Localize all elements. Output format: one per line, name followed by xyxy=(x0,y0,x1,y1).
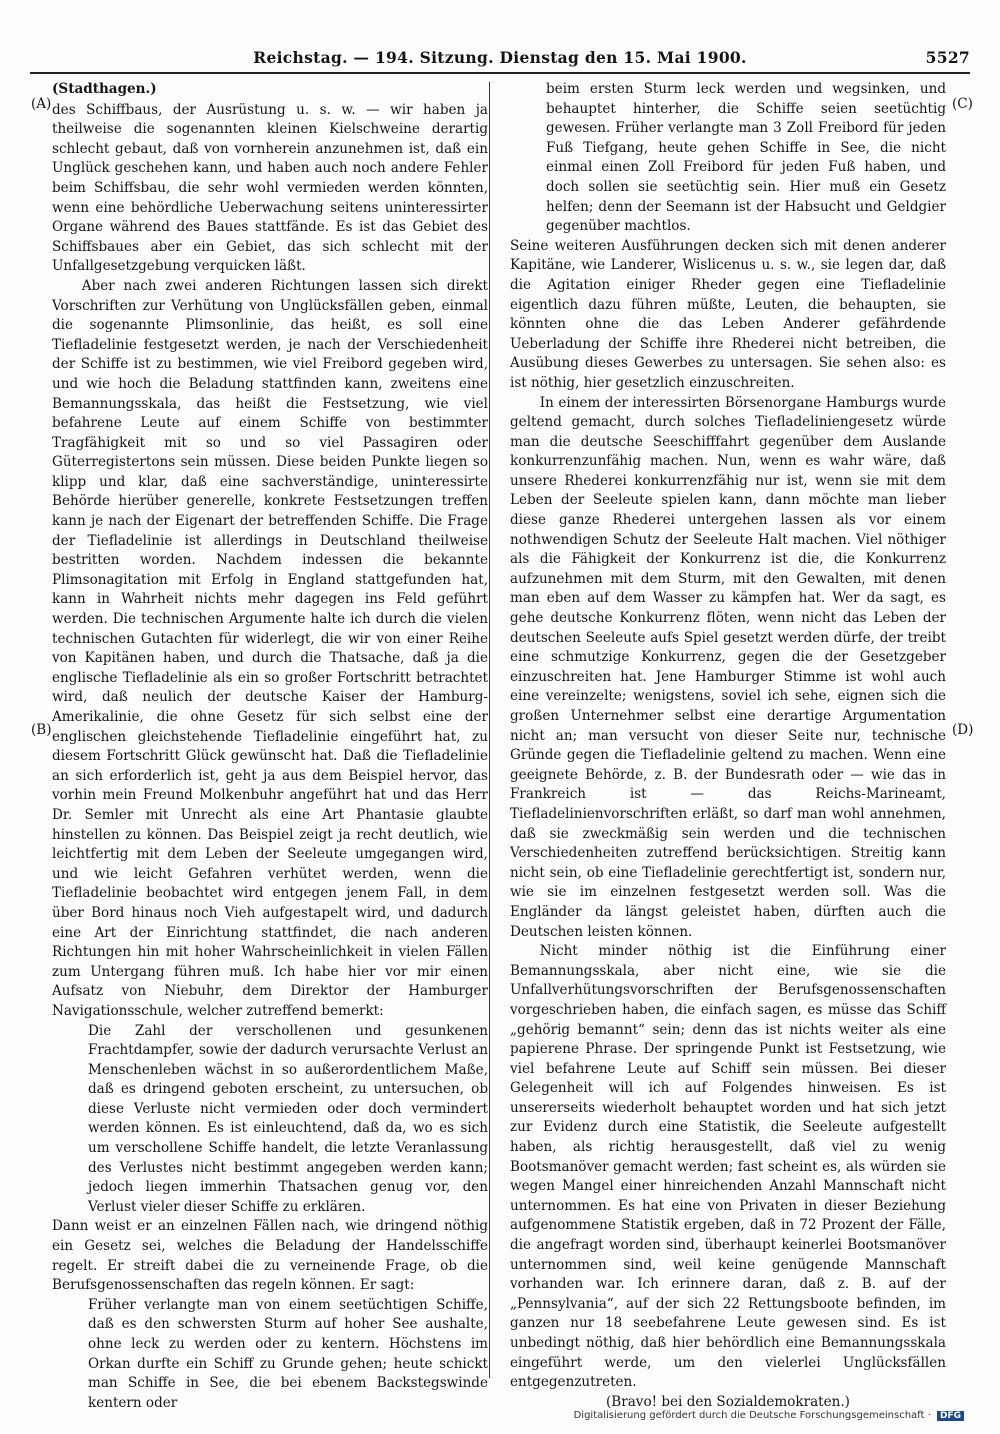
paragraph: Dann weist er an einzelnen Fällen nach, wie dringend nöthig ein Gesetz sei, welches die Beladung der Handelsschiffe regelt. Er streift dabei die zu verneinende Frage, ob die Berufsgenossenschaften das regeln können. Er sagt: xyxy=(52,1218,488,1294)
applause-note: (Bravo! bei den Sozialdemokraten.) xyxy=(606,1393,850,1410)
page-number: 5527 xyxy=(925,48,970,67)
dfg-logo: DFG xyxy=(937,1411,964,1421)
paragraph: In einem der interessirten Börsenorgane Hamburgs wurde geltend gemacht, durch solches Tiefladeliniengesetz würde man die deutsche Seeschifffahrt gegenüber dem Auslande konkurrenzunfähig machen. Nun, wenn es wahr wäre, daß unsere Rhederei konkurrenzfähig nur ist, wenn sie mit dem Leben der Seeleute spielen kann, dann möchte man lieber diese ganze Rhederei untergehen lassen als vor einem nothwendigen Schutz der Seeleute Halt machen. Viel nöthiger als die Fähigkeit der Konkurrenz ist die, die Konkurrenz aufzunehmen mit dem Sturm, mit den Gewalten, mit denen man eben auf dem Wasser zu kämpfen hat. Wer da sagt, es gehe deutsche Konkurrenz flöten, wenn nicht das Leben der deutschen Seeleute aufs Spiel gesetzt werden dürfe, der treibt eine schmutzige Konkurrenz, gegen die der Gesetzgeber einzuschreiten hat. Jene Hamburger Stimme ist wohl auch eine vereinzelte; wenigstens, soviel ich sehe, eignen sich die großen Unternehmer selbst eine derartige Argumentation nicht an; man versucht von dieser Seite nur, technische Gründe gegen die Tiefladelinie geltend zu machen. Wenn eine geeignete Behörde, z. B. der Bundesrath oder — wie das in Frankreich ist — das Reichs-Marineamt, Tiefladelinienvorschriften erläßt, so darf man wohl annehmen, daß sie zweckmäßig sein werden und die technischen Verschiedenheiten zutreffend berücksichtigen. Streitig kann nicht sein, ob eine Tiefladelinie gerechtfertigt ist, sondern nur, wie sie im einzelnen festgesetzt werden soll. Was die Engländer da längst geleistet haben, dürften auch die Deutschen leisten können. xyxy=(510,394,946,940)
block-quote: Die Zahl der verschollenen und gesunkenen Frachtdampfer, sowie der dadurch verursachte Verlust an Menschenleben wächst in so außerordentlichem Maße, daß es dringend geboten erscheint, zu untersuchen, ob diese Verluste nicht vermieden oder doch vermindert werden können. Es ist einleuchtend, daß da, wo es sich um verschollene Schiffe handelt, die letzte Veranlassung des Verlustes nicht bestimmt angegeben werden kann; jedoch liegen immerhin Thatsachen genug vor, den Verlust vieler dieser Schiffe zu erklären. xyxy=(88,1022,488,1215)
paragraph: Nicht minder nöthig ist die Einführung einer Bemannungsskala, aber nicht eine, wie sie die Unfallverhütungsvorschriften der Berufsgenossenschaften vorgeschrieben haben, die einfach sagen, es müsse das Schiff „gehörig bemannt“ sein; denn das ist nichts weiter als eine papierene Phrase. Der springende Punkt ist Festsetzung, wie viel befahrene Leute auf Schiff sein müssen. Bei dieser Gelegenheit will ich auf Folgendes hinweisen. Es ist unsererseits wiederholt behauptet worden und hat sich jetzt zur Evidenz durch eine Statistik, die Seeleute aufgestellt haben, als richtig herausgestellt, daß viel zu wenig Bootsmanöver gemacht werden; fast scheint es, als würden sie wegen Mangel einer hinreichenden Anzahl Mannschaft nicht unternommen. Es hat eine von Privaten in dieser Beziehung aufgenommene Statistik ergeben, daß in 72 Prozent der Fälle, die angefragt worden sind, überhaupt keinerlei Bootsmanöver unternommen sind, weil keine genügende Mannschaft vorhanden war. Ich erinnere daran, daß z. B. auf der „Pennsylvania“, auf der sich 22 Rettungsboote befinden, im ganzen nur 18 seebefahrene Leute gewesen sind. Es ist unbedingt nöthig, daß hier behördlich eine Bemannungsskala eingeführt werde, um den vielerlei Unglücksfällen entgegenzutreten. xyxy=(510,943,946,1391)
margin-marker-a: (A) xyxy=(31,96,52,112)
margin-marker-d: (D) xyxy=(952,722,974,738)
column-divider xyxy=(489,82,490,1378)
left-column xyxy=(52,80,488,1411)
margin-marker-b: (B) xyxy=(31,722,52,738)
paragraph: des Schiffbaus, der Ausrüstung u. s. w. — wir haben ja theilweise die sogenannten kleinen Kielschweine derartig schlecht gebaut, daß von vornherein anzunehmen ist, daß ein Unglück geschehen kann, und haben auch noch andere Fehler beim Schiffsbau, die sehr wohl vermieden werden könnten, wenn eine behördliche Ueberwachung seitens uninteressirter Organe während des Baues stattfände. Es ist das Gebiet des Schiffsbaues aber ein Gebiet, das sich schlecht mit der Unfallgesetzgebung verquicken läßt. xyxy=(52,101,488,275)
speaker-name: (Stadthagen.) xyxy=(52,81,157,97)
digitization-credit xyxy=(574,1410,964,1421)
header-rule xyxy=(30,72,970,74)
right-column xyxy=(510,80,946,1410)
paragraph: Seine weiteren Ausführungen decken sich mit denen anderer Kapitäne, wie Landerer, Wislicenus u. s. w., sie legen dar, daß die Agitation einiger Rheder gegen eine Tiefladelinie eigentlich dazu führen müßte, Leuten, die behaupten, sie könnten ohne die das Leben Anderer gefährdende Ueberladung der Schiffe ihre Rhederei nicht betreiben, die Ausübung dieses Gewerbes zu untersagen. Sie sehen also: es ist nöthig, hier gesetzlich einzuschreiten. xyxy=(510,237,946,391)
margin-marker-c: (C) xyxy=(952,96,973,112)
block-quote-continued: beim ersten Sturm leck werden und wegsinken, und behauptet hinterher, die Schiffe seien seetüchtig gewesen. Früher verlangte man 3 Zoll Freibord für jeden Fuß Tiefgang, heute gehen Schiffe in See, die nicht einmal einen Zoll Freibord für jeden Fuß haben, und doch sollen sie seetüchtig sein. Hier muß ein Gesetz helfen; denn der Seemann ist der Habsucht und Geldgier gegenüber machtlos. xyxy=(546,81,946,235)
running-title: Reichstag. — 194. Sitzung. Dienstag den 15. Mai 1900. xyxy=(253,48,747,67)
running-header xyxy=(30,44,970,74)
paragraph: Aber nach zwei anderen Richtungen lassen sich direkt Vorschriften zur Verhütung von Unglücksfällen geben, einmal die sogenannte Plimsonlinie, das heißt, es soll eine Tiefladelinie festgesetzt werden, je nach der Verschiedenheit der Schiffe ist zu bestimmen, wie viel Freibord gegeben wird, und wie hoch die Beladung stattfinden kann, zweitens eine Bemannungsskala, das heißt die Festsetzung, wie viel befahrene Leute auf einem Schiffe von bestimmter Tragfähigkeit mit so und so viel Passagiren oder Güterregistertons sein müssen. Diese beiden Punkte liegen so klipp und klar, daß eine sachverständige, uninteressirte Behörde hierüber generelle, konkrete Festsetzungen treffen kann je nach der Eigenart der betreffenden Schiffe. Die Frage der Tiefladelinie ist allerdings in Deutschland theilweise bestritten worden. Nachdem indessen die bekannte Plimsonagitation mit Erfolg in England stattgefunden hat, kann in Wahrheit nichts mehr dagegen ins Feld geführt werden. Die technischen Argumente halte ich durch die vielen technischen Gutachten für widerlegt, die wir von einer Reihe von Kapitänen haben, und durch die Thatsache, daß ja die englische Tiefladelinie als ein so großer Fortschritt betrachtet wird, daß neulich der deutsche Kaiser der Hamburg-Amerikalinie, die ohne Gesetz für sich selbst eine der englischen gleichstehende Tiefladelinie eingeführt hat, zu diesem Fortschritt Glück gewünscht hat. Daß die Tiefladelinie an sich erforderlich ist, geht ja aus dem Beispiel hervor, das vorhin mein Freund Molkenbuhr angeführt hat und das Herr Dr. Semler mit Unrecht als eine Art Phantasie glaubte hinstellen zu können. Das Beispiel zeigt ja recht deutlich, wie leichtfertig mit dem Leben der Seeleute umgegangen wird, und wie leicht Gefahren verhütet werden, wenn die Tiefladelinie beobachtet wird entgegen jenem Fall, in dem über Bord hinaus noch Vieh aufgestapelt wird, und dadurch eine Art der Einrichtung stattfindet, die nach anderen Richtungen hin mit hoher Wahrscheinlichkeit in vielen Fällen zum Untergang führen muß. Ich habe hier vor mir einen Aufsatz von Niebuhr, dem Direktor der Hamburger Navigationsschule, welcher zutreffend bemerkt: xyxy=(52,277,488,1019)
block-quote: Früher verlangte man von einem seetüchtigen Schiffe, daß es den schwersten Sturm auf hoher See aushalte, ohne leck zu werden oder zu kentern. Höchstens im Orkan durfte ein Schiff zu Grunde gehen; heute schickt man Schiffe in See, die bei ebenem Backstegswinde kentern oder xyxy=(88,1296,488,1411)
credit-text: Digitalisierung gefördert durch die Deutsche Forschungsgemeinschaft · xyxy=(573,1410,931,1421)
